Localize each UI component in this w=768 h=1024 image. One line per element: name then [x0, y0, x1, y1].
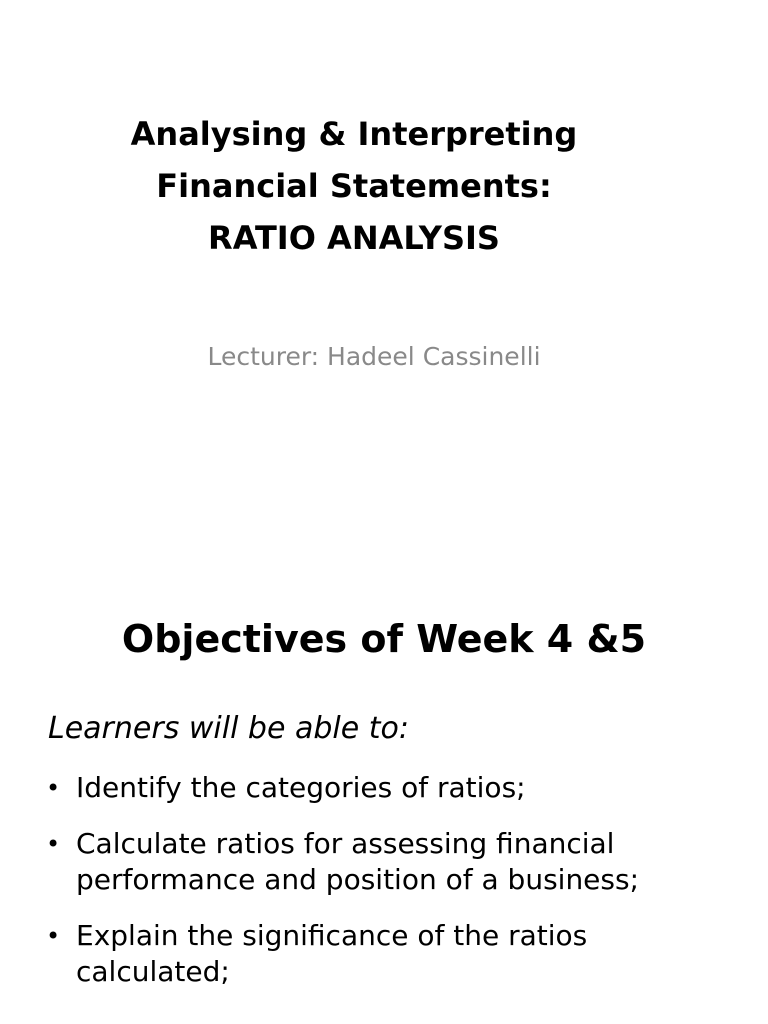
bullet-icon: • [46, 774, 61, 802]
list-item [44, 826, 744, 898]
title-line-2: Financial Statements: [156, 167, 552, 205]
objectives-slide [0, 576, 768, 1024]
list-item-text: Explain the significance of the ratios calculated; [76, 919, 588, 988]
title-line-3: RATIO ANALYSIS [208, 219, 500, 257]
objectives-title: Objectives of Week 4 &5 [121, 617, 647, 661]
objectives-intro: Learners will be able to: [48, 711, 409, 746]
bullet-icon: • [46, 830, 61, 858]
bullet-icon: • [46, 922, 61, 950]
title-line-1: Analysing & Interpreting [130, 115, 578, 153]
list-item-text: Calculate ratios for assessing financial performance and position of a business; [76, 827, 640, 896]
list-item [44, 770, 744, 806]
lecturer-subtitle: Lecturer: Hadeel Cassinelli [207, 342, 541, 371]
slide-title [0, 108, 708, 264]
list-item [44, 918, 744, 990]
objectives-list [44, 770, 744, 1010]
list-item-text: Identify the categories of ratios; [76, 771, 526, 804]
